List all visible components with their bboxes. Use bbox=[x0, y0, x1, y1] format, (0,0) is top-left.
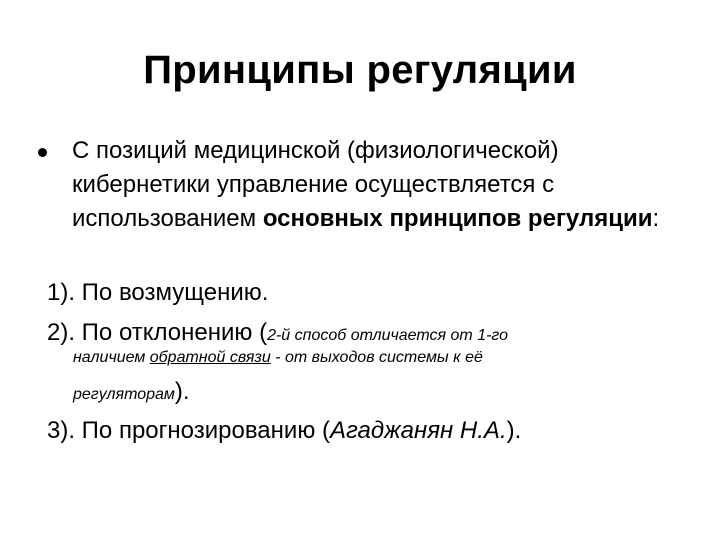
list-item-2-text: 2). По отклонению ( bbox=[47, 319, 268, 346]
list-item-3 bbox=[47, 416, 687, 446]
list-item-3-author: Агаджанян Н.А. bbox=[329, 417, 507, 444]
slide-title: Принципы регуляции bbox=[143, 48, 577, 92]
note-text-regulators: регуляторам bbox=[73, 386, 175, 403]
list-item-2-note-line1: 2-й способ отличается от 1-го bbox=[267, 327, 509, 344]
list-item-2-end: ). bbox=[174, 378, 190, 405]
bullet-text-plain: С позиций медицинской (физиологической) кибернетики управление осуществляется с использованием bbox=[72, 137, 559, 232]
list-item-2 bbox=[47, 318, 687, 351]
bullet-dot-icon bbox=[38, 148, 47, 157]
list-item-2-note-line2 bbox=[73, 349, 693, 367]
list-item-1: 1). По возмущению. bbox=[47, 279, 269, 306]
bullet-text-bold: основных принципов регуляции bbox=[262, 205, 653, 232]
bullet-text bbox=[72, 134, 672, 236]
note-text-post: - от выходов системы к её bbox=[270, 349, 483, 366]
list-item-3-text: 3). По прогнозированию ( bbox=[47, 417, 330, 444]
feedback-link-text: обратной связи bbox=[149, 349, 271, 366]
list-item-3-end: ). bbox=[506, 417, 522, 444]
bullet-text-colon: : bbox=[652, 205, 660, 232]
list-item-2-note-line3 bbox=[73, 378, 693, 406]
note-text-pre: наличием bbox=[73, 349, 150, 366]
